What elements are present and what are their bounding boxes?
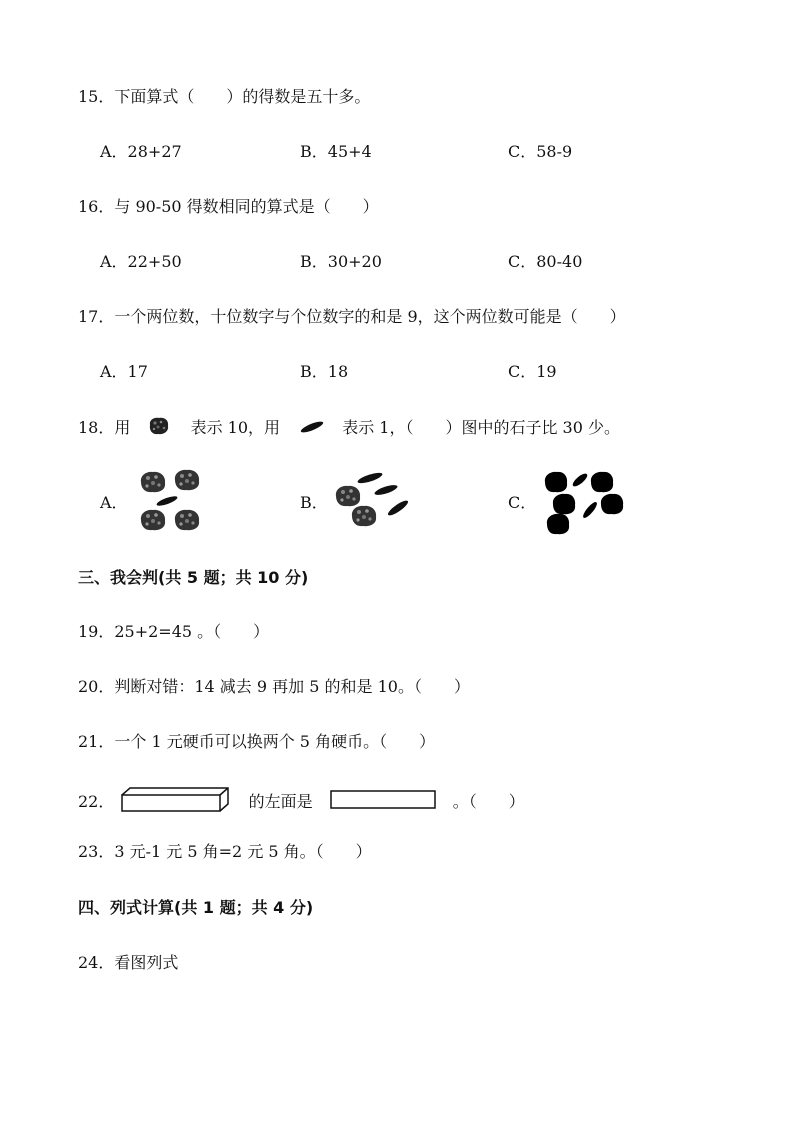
question-18-mid1: 表示 10，用 bbox=[190, 418, 281, 437]
question-18-option-b-picture bbox=[332, 466, 422, 532]
question-17-stem: 17．一个两位数，十位数字与个位数字的和是 9，这个两位数可能是（ ） bbox=[78, 307, 626, 326]
question-20: 20．判断对错：14 减去 9 再加 5 的和是 10。（ ） bbox=[78, 677, 470, 696]
question-15-stem: 15．下面算式（ ）的得数是五十多。 bbox=[78, 87, 371, 106]
section-3-heading: 三、我会判(共 5 题；共 10 分) bbox=[78, 568, 309, 587]
question-22 bbox=[78, 787, 525, 818]
question-17-option-b: B．18 bbox=[300, 362, 349, 381]
question-18-option-c-label: C． bbox=[508, 493, 537, 512]
question-18-mid2: 表示 1，（ ）图中的石子比 30 少。 bbox=[342, 418, 621, 437]
question-15-option-c: C．58-9 bbox=[508, 142, 573, 161]
question-22-suffix: 。（ ） bbox=[452, 792, 525, 811]
stone-ten-icon bbox=[147, 416, 171, 441]
question-19: 19．25+2=45 。（ ） bbox=[78, 622, 270, 641]
question-18-prefix: 18．用 bbox=[78, 418, 131, 437]
question-16-option-c: C．80-40 bbox=[508, 252, 583, 271]
question-18-option-a-label: A． bbox=[100, 493, 128, 512]
question-16-stem: 16．与 90-50 得数相同的算式是（ ） bbox=[78, 197, 379, 216]
question-15-option-b: B．45+4 bbox=[300, 142, 372, 161]
cuboid-figure bbox=[121, 787, 229, 818]
section-4-heading: 四、列式计算(共 1 题；共 4 分) bbox=[78, 898, 314, 917]
question-16-option-b: B．30+20 bbox=[300, 252, 382, 271]
stone-one-icon bbox=[299, 419, 325, 439]
question-18-stem bbox=[78, 416, 620, 441]
question-23: 23．3 元-1 元 5 角=2 元 5 角。（ ） bbox=[78, 842, 372, 861]
question-22-mid: 的左面是 bbox=[248, 792, 313, 811]
question-17-option-c: C．19 bbox=[508, 362, 557, 381]
question-22-prefix: 22． bbox=[78, 792, 115, 811]
rectangle-figure bbox=[330, 790, 436, 815]
question-18-option-c-picture bbox=[540, 466, 630, 538]
question-17-option-a: A．17 bbox=[100, 362, 148, 381]
question-18-option-a-picture bbox=[135, 468, 215, 534]
question-18-option-b-label: B． bbox=[300, 493, 328, 512]
question-16-option-a: A．22+50 bbox=[100, 252, 182, 271]
question-24: 24．看图列式 bbox=[78, 953, 179, 972]
question-15-option-a: A．28+27 bbox=[100, 142, 182, 161]
question-21: 21．一个 1 元硬币可以换两个 5 角硬币。（ ） bbox=[78, 732, 436, 751]
